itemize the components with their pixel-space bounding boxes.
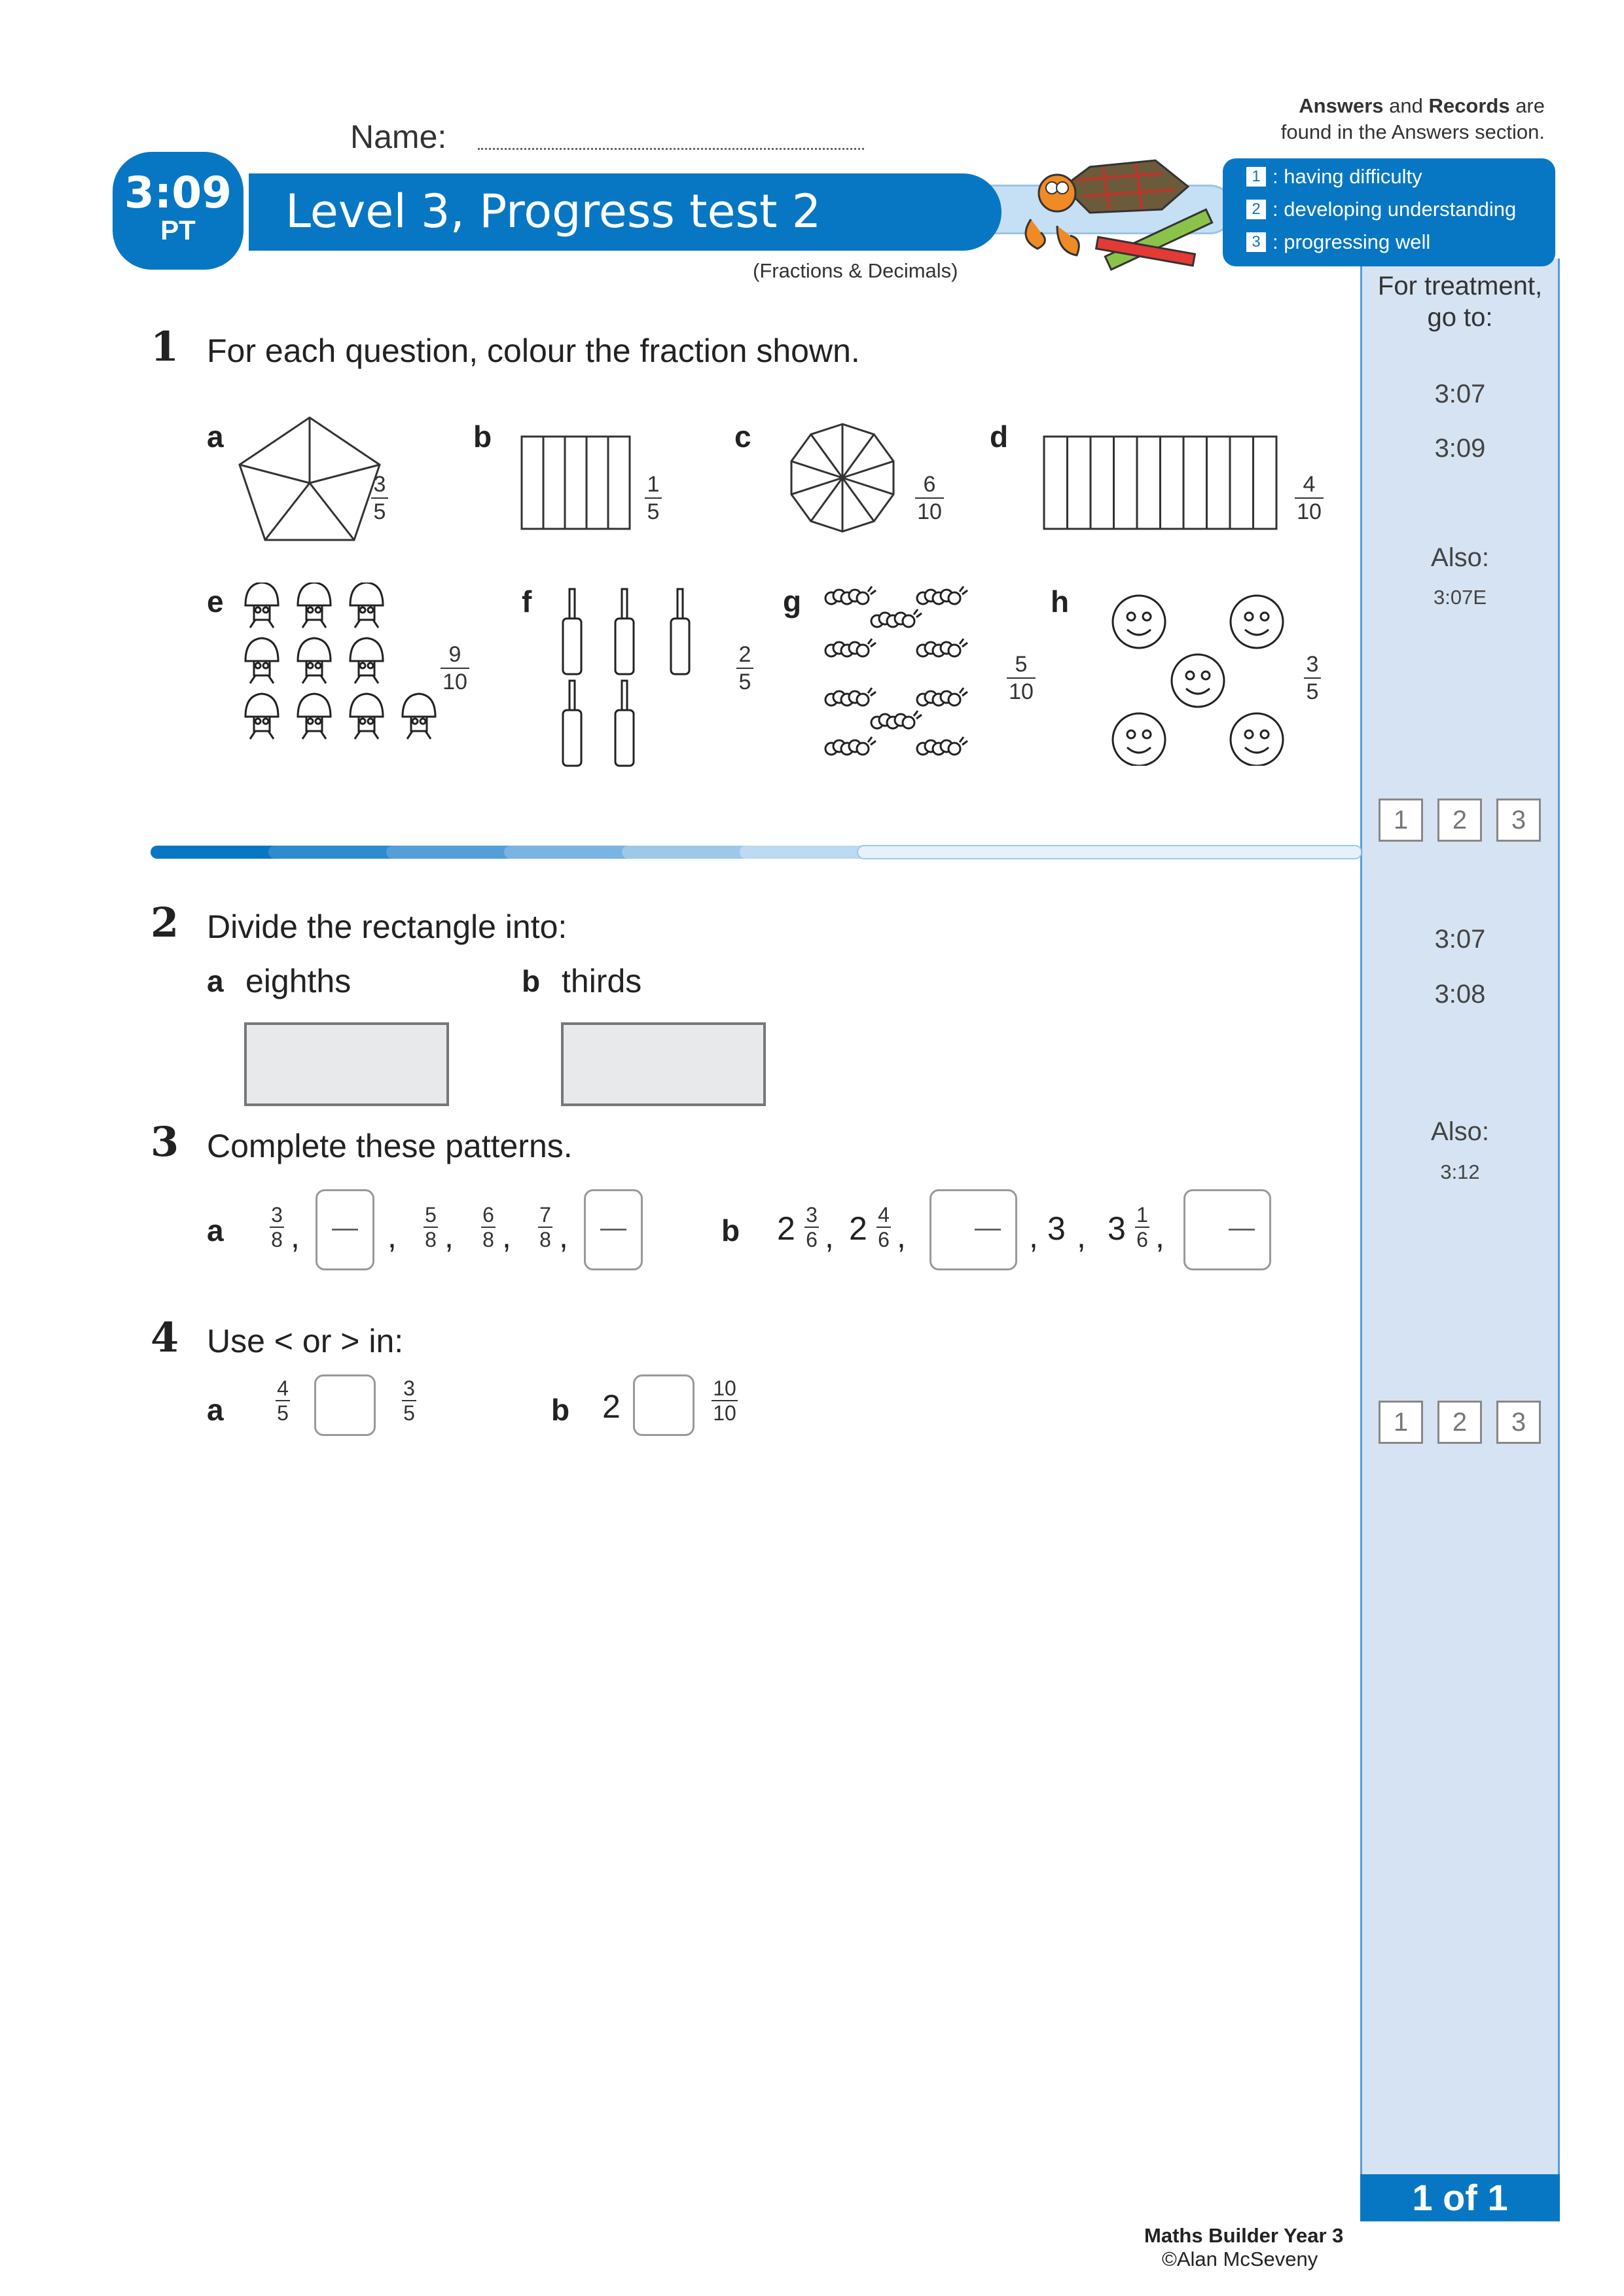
badge-code: 3:09 <box>124 168 232 218</box>
comma: , <box>897 1218 906 1255</box>
q3a-frac-1 <box>265 1203 289 1251</box>
q3b-whole-1: 2 <box>777 1210 795 1247</box>
q1h-num: 3 <box>1306 652 1319 677</box>
q1g-den: 10 <box>1009 679 1034 704</box>
q4a-right-den: 5 <box>403 1401 415 1425</box>
legend-row-3 <box>1246 230 1430 254</box>
q1g-fraction <box>1001 651 1041 705</box>
mushroom-icon <box>350 583 383 628</box>
q4b-right-fraction <box>708 1376 741 1425</box>
blank-dash: — <box>975 1213 1001 1242</box>
q2-also-label: Also: <box>1431 1117 1489 1146</box>
mushroom-icon <box>245 583 278 628</box>
comma: , <box>1077 1218 1086 1255</box>
mushroom-icon <box>350 638 383 683</box>
smiley-face-icon <box>1231 596 1283 648</box>
blank-dash: — <box>600 1213 626 1242</box>
q1d-den: 10 <box>1297 499 1322 524</box>
q3b-frac-1-den: 6 <box>806 1228 818 1251</box>
page-title: Level 3, Progress test 2 <box>285 185 821 238</box>
q4b-left-value: 2 <box>602 1388 621 1425</box>
q3-number: 3 <box>151 1118 179 1166</box>
q4a-label: a <box>207 1393 224 1427</box>
q2b-label: b <box>522 964 541 998</box>
score-box-q2-1[interactable]: 1 <box>1379 1401 1423 1444</box>
q1c-fraction <box>910 471 949 525</box>
q4b-label: b <box>551 1393 570 1427</box>
q1b-den: 5 <box>647 499 660 524</box>
cricket-bat-icon <box>671 589 689 674</box>
q1d-label: d <box>990 420 1009 454</box>
q1-text: For each question, colour the fraction shown. <box>207 332 860 369</box>
q1h-den: 5 <box>1306 679 1319 704</box>
q3b-whole-2: 2 <box>849 1210 867 1247</box>
legend-row-1 <box>1246 165 1422 188</box>
q1e-num: 9 <box>448 642 461 667</box>
q3a-frac-3 <box>477 1203 500 1251</box>
treatment-line2: go to: <box>1427 303 1493 332</box>
q3b-blank-2[interactable] <box>1183 1189 1271 1270</box>
comma: , <box>444 1218 454 1255</box>
q2-text: Divide the rectangle into: <box>207 908 568 945</box>
q1-also-label: Also: <box>1431 543 1489 572</box>
fraction-bar <box>1304 677 1321 679</box>
footer-book: Maths Builder Year 3 <box>1144 2224 1344 2247</box>
comma: , <box>388 1218 397 1255</box>
fraction-bar <box>1295 497 1324 499</box>
mushroom-group-icon[interactable] <box>242 583 452 753</box>
records-word: Records <box>1428 94 1510 117</box>
score-box-q2-2[interactable]: 2 <box>1437 1401 1482 1444</box>
comma: , <box>825 1218 834 1255</box>
legend-text-2: : developing understanding <box>1272 198 1517 221</box>
badge-sub: PT <box>160 215 196 245</box>
answers-note <box>1178 93 1545 145</box>
cricket-bat-icon <box>615 681 634 766</box>
q3b-frac-3 <box>1130 1203 1154 1251</box>
q4a-left-num: 4 <box>277 1376 289 1400</box>
caterpillar-icon <box>917 688 967 706</box>
cricket-bat-icon <box>563 589 581 674</box>
decagon-shape[interactable] <box>784 419 901 537</box>
fraction-bar <box>1007 677 1036 679</box>
smiley-face-icon <box>1113 596 1165 648</box>
mushroom-icon <box>298 638 331 683</box>
q3a-frac-1-den: 8 <box>271 1228 283 1251</box>
legend-num-3: 3 <box>1246 232 1266 252</box>
caterpillar-icon <box>825 586 876 604</box>
q4a-compare-box[interactable] <box>314 1374 376 1436</box>
q1b-fraction <box>640 471 666 525</box>
are-word: are <box>1515 94 1545 117</box>
comma: , <box>559 1218 568 1255</box>
treatment-sidebar <box>1360 259 1560 2183</box>
smiley-face-icon <box>1113 713 1165 766</box>
q1-also-ref: 3:07E <box>1433 586 1487 609</box>
q3b-frac-2-den: 6 <box>878 1228 890 1251</box>
fraction-bar <box>371 497 388 499</box>
difficulty-legend <box>1223 158 1555 266</box>
name-label: Name: <box>350 118 447 155</box>
q3a-blank-1[interactable] <box>316 1189 374 1270</box>
fraction-bar <box>645 497 662 499</box>
q4-number: 4 <box>151 1314 179 1361</box>
q1f-label: f <box>522 584 532 619</box>
q4-text: Use < or > in: <box>207 1323 404 1359</box>
fraction-bar <box>915 497 944 499</box>
q3a-frac-3-num: 6 <box>482 1203 494 1227</box>
smiley-face-icon <box>1172 655 1224 707</box>
rectangle-fifths-shape[interactable] <box>520 435 638 533</box>
q3-text: Complete these patterns. <box>207 1128 573 1164</box>
q2-number: 2 <box>151 899 179 946</box>
q1d-num: 4 <box>1303 472 1316 497</box>
q2-also-ref: 3:12 <box>1440 1160 1480 1183</box>
score-box-q1-3[interactable]: 3 <box>1496 798 1541 842</box>
crab-mascot-icon <box>992 147 1227 278</box>
q3a-frac-2-num: 5 <box>425 1203 437 1227</box>
caterpillar-icon <box>825 639 876 656</box>
rectangle-tenths-shape[interactable] <box>1043 435 1285 533</box>
q3a-frac-3-den: 8 <box>482 1228 494 1251</box>
q3a-frac-4-num: 7 <box>539 1203 551 1227</box>
legend-num-2: 2 <box>1246 200 1266 219</box>
page-subtitle: (Fractions & Decimals) <box>753 259 958 282</box>
q1g-num: 5 <box>1015 652 1028 677</box>
answers-note-line2: found in the Answers section. <box>1280 120 1545 143</box>
q1a-den: 5 <box>373 499 386 524</box>
q1e-den: 10 <box>442 670 467 694</box>
q2b-rectangle[interactable] <box>561 1022 766 1106</box>
cricket-bat-icon <box>563 681 581 766</box>
cricket-bat-group-icon[interactable] <box>550 583 713 772</box>
q1h-label: h <box>1051 584 1070 619</box>
q3a-frac-4 <box>533 1203 557 1251</box>
blank-dash: — <box>1229 1213 1255 1242</box>
comma: , <box>1029 1218 1038 1255</box>
pentagon-shape[interactable] <box>234 412 385 543</box>
q3b-frac-1 <box>800 1203 823 1251</box>
score-box-q2-3[interactable]: 3 <box>1496 1401 1541 1444</box>
q1e-fraction <box>435 641 475 695</box>
caterpillar-icon <box>871 711 922 728</box>
q1c-den: 10 <box>917 499 942 524</box>
q3a-blank-2[interactable] <box>584 1189 643 1270</box>
caterpillar-icon <box>825 737 876 755</box>
q3b-frac-2-num: 4 <box>878 1203 890 1227</box>
q4a-left-fraction <box>271 1376 295 1425</box>
q2b-text: thirds <box>562 963 642 999</box>
section-divider <box>151 843 1362 863</box>
q1a-fraction <box>367 471 393 525</box>
q2-ref-2: 3:08 <box>1434 980 1486 1009</box>
q1c-num: 6 <box>923 472 936 497</box>
mushroom-icon <box>350 694 383 739</box>
fraction-bar <box>441 668 469 669</box>
and-word: and <box>1389 94 1423 117</box>
mushroom-icon <box>298 583 331 628</box>
q1-number: 1 <box>151 323 179 370</box>
q3b-label: b <box>721 1213 740 1247</box>
q2a-label: a <box>207 964 224 998</box>
caterpillar-icon <box>917 737 967 755</box>
q1-ref-2: 3:09 <box>1434 434 1486 463</box>
fraction-bar <box>736 668 753 669</box>
name-field[interactable] <box>478 148 864 150</box>
caterpillar-icon <box>871 609 922 627</box>
answers-word: Answers <box>1299 94 1384 117</box>
comma: , <box>1155 1218 1164 1255</box>
q3b-frac-1-num: 3 <box>806 1203 818 1227</box>
page-counter: 1 of 1 <box>1360 2174 1560 2221</box>
q1h-fraction <box>1299 651 1326 705</box>
q1a-label: a <box>207 420 224 454</box>
legend-text-3: : progressing well <box>1272 230 1431 253</box>
q1f-den: 5 <box>738 670 751 694</box>
caterpillar-icon <box>917 639 967 656</box>
q3b-frac-3-num: 1 <box>1136 1203 1148 1227</box>
smiley-face-icon <box>1231 713 1283 766</box>
q3b-frac-3-den: 6 <box>1136 1228 1148 1251</box>
legend-text-1: : having difficulty <box>1272 165 1422 188</box>
q3b-frac-2 <box>872 1203 895 1251</box>
caterpillar-icon <box>917 586 967 604</box>
q1b-label: b <box>473 420 492 454</box>
mushroom-icon <box>245 694 278 739</box>
q2-ref-1: 3:07 <box>1434 925 1486 954</box>
q3b-whole-3: 3 <box>1108 1210 1126 1247</box>
legend-row-2 <box>1246 198 1516 221</box>
q1-ref-1: 3:07 <box>1434 380 1486 408</box>
footer-copyright: ©Alan McSeveny <box>1162 2248 1318 2270</box>
q1f-num: 2 <box>738 642 751 667</box>
q4a-left-den: 5 <box>277 1401 289 1425</box>
q1a-num: 3 <box>373 472 386 497</box>
q3a-frac-2-den: 8 <box>425 1228 437 1251</box>
q3a-frac-4-den: 8 <box>539 1228 551 1251</box>
q3a-frac-2 <box>419 1203 442 1251</box>
q4b-right-num: 10 <box>713 1376 736 1400</box>
q1g-label: g <box>783 584 802 619</box>
caterpillar-group-icon[interactable] <box>818 583 982 766</box>
q3a-frac-1-num: 3 <box>271 1203 283 1227</box>
comma: , <box>291 1218 300 1255</box>
treatment-heading <box>1362 270 1558 333</box>
blank-dash: — <box>332 1213 358 1242</box>
q1f-fraction <box>732 641 758 695</box>
cricket-bat-icon <box>615 589 634 674</box>
q4a-right-num: 3 <box>403 1376 415 1400</box>
q2a-rectangle[interactable] <box>244 1022 449 1106</box>
mushroom-icon <box>298 694 331 739</box>
q4b-compare-box[interactable] <box>633 1374 695 1436</box>
q1d-fraction <box>1290 471 1329 525</box>
q3b-blank-1[interactable] <box>929 1189 1017 1270</box>
smiley-group-icon[interactable] <box>1106 583 1303 766</box>
caterpillar-icon <box>825 688 876 706</box>
comma: , <box>502 1218 511 1255</box>
q2a-text: eighths <box>245 963 352 999</box>
mushroom-icon <box>245 638 278 683</box>
q4a-right-fraction <box>397 1376 421 1425</box>
level-badge <box>113 152 244 270</box>
treatment-line1: For treatment, <box>1377 272 1543 300</box>
mushroom-icon <box>403 694 435 739</box>
legend-num-1: 1 <box>1246 167 1266 187</box>
q3b-three: 3 <box>1047 1210 1066 1247</box>
q3a-label: a <box>207 1213 224 1247</box>
score-box-q1-1[interactable]: 1 <box>1379 798 1423 842</box>
q1c-label: c <box>734 420 751 454</box>
q4b-right-den: 10 <box>713 1401 736 1425</box>
q1e-label: e <box>207 584 224 619</box>
score-box-q1-2[interactable]: 2 <box>1437 798 1482 842</box>
q1b-num: 1 <box>647 472 660 497</box>
